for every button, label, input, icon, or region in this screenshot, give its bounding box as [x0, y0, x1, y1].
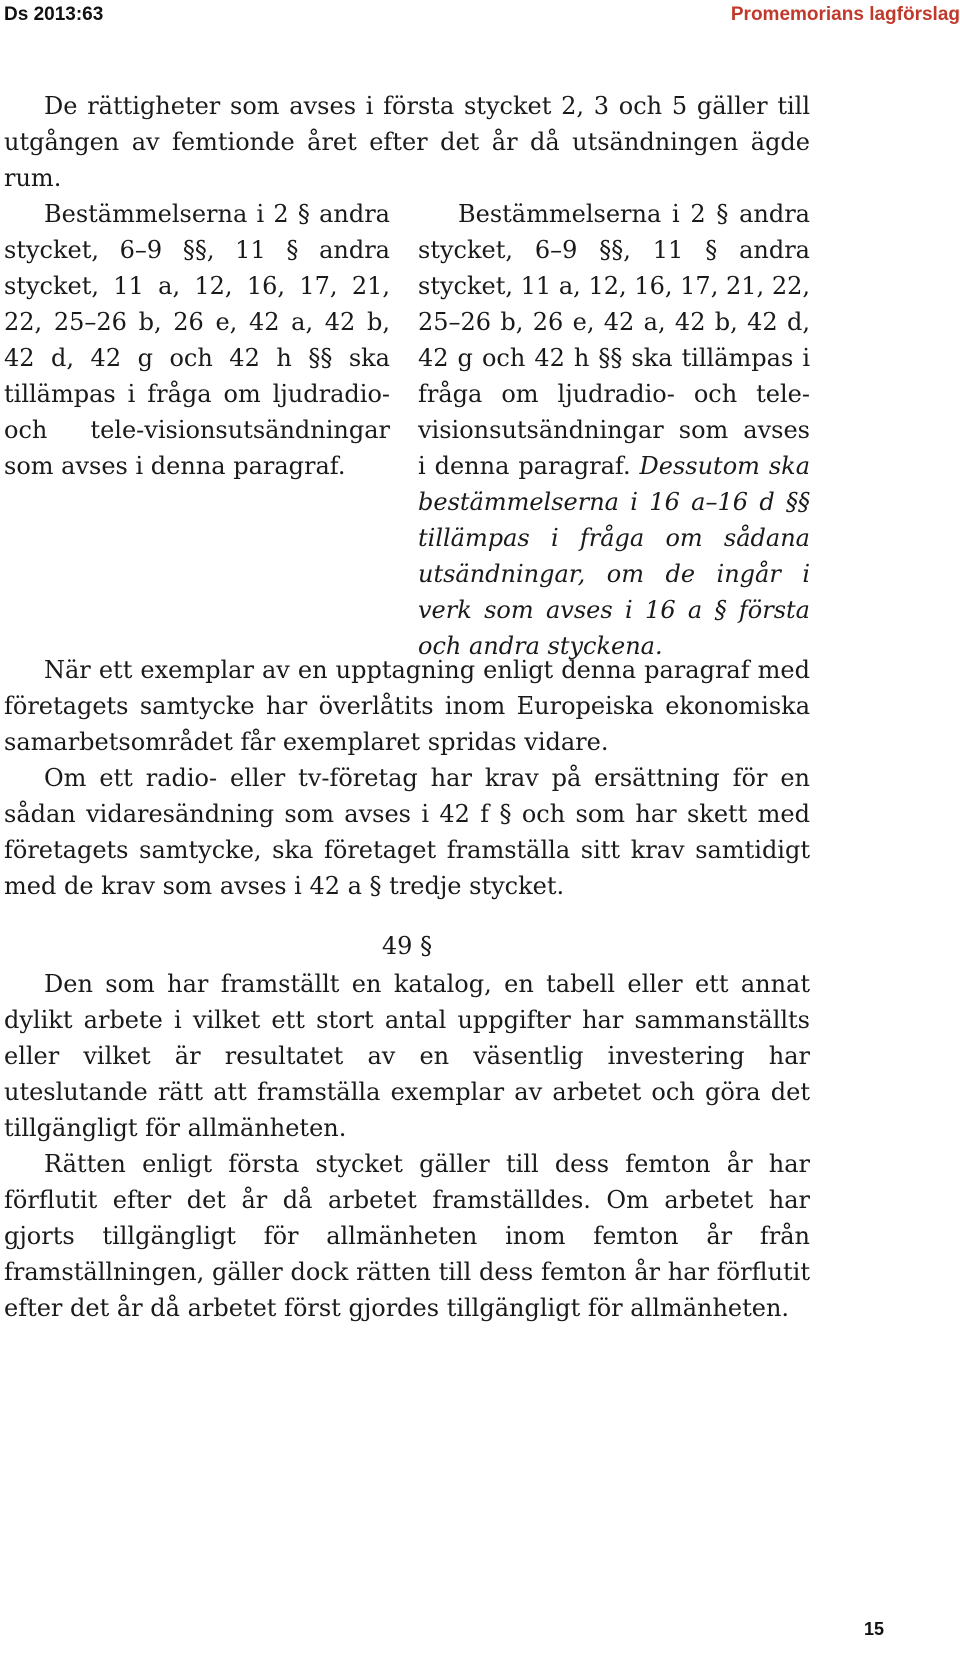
- document-id: Ds 2013:63: [4, 4, 104, 25]
- right-column-italic-text: Dessutom ska bestämmelserna i 16 a–16 d §§ tillämpas i fråga om sådana utsändningar, om de ingår i verk som avses i 16 a § första och andra styckena.: [418, 452, 810, 660]
- paragraph-compensation: Om ett radio- eller tv-företag har krav på ersättning för en sådan vidaresändning som avses i 42 f § och som har skett med företagets samtycke, ska företaget framställa sitt krav samtidigt med de krav som avses i 42 a § tredje stycket.: [4, 764, 810, 900]
- right-column-text: Bestämmelserna i 2 § andra stycket, 6–9 §§, 11 § andra stycket, 11 a, 12, 16, 17, 21, 22, 25–26 b, 26 e, 42 a, 42 b, 42 d, 42 g och 42 h §§ ska tillämpas i fråga om ljudradio- och tele-visionsutsändningar som avses i denna paragraf.: [418, 200, 810, 480]
- section-paragraph-1: Den som har framställt en katalog, en tabell eller ett annat dylikt arbete i vilket ett stort antal uppgifter har sammanställts eller vilket är resultatet av en väsentlig investering har uteslutande rätt att framställa exemplar av arbetet och göra det tillgängligt för allmänheten.: [4, 970, 810, 1142]
- left-column: [4, 196, 390, 484]
- intro-text: De rättigheter som avses i första stycket 2, 3 och 5 gäller till utgången av femtionde året efter det år då utsändningen ägde rum.: [4, 92, 810, 192]
- section-heading: [4, 928, 810, 964]
- section-body: [4, 966, 810, 1326]
- section-paragraph-2: Rätten enligt första stycket gäller till dess femton år har förflutit efter det år då arbetet framställdes. Om arbetet har gjorts tillgängligt för allmänheten inom femton år från framställningen, gäller dock rätten till dess femton år har förflutit efter det år då arbetet först gjordes tillgängligt för allmänheten.: [4, 1150, 810, 1322]
- paragraph-spreading: När ett exemplar av en upptagning enligt denna paragraf med företagets samtycke har överlåtits inom Europeiska ekonomiska samarbetsområdet får exemplaret spridas vidare.: [4, 656, 810, 756]
- page-number: 15: [863, 1619, 884, 1639]
- section-title: Promemorians lagförslag: [730, 4, 960, 25]
- right-column-paragraph: [418, 196, 810, 664]
- page-header: [0, 0, 960, 34]
- section-heading-text: 49 §: [381, 932, 433, 960]
- right-column: [418, 196, 810, 664]
- after-paragraphs: [4, 652, 810, 904]
- left-column-text: Bestämmelserna i 2 § andra stycket, 6–9 §§, 11 § andra stycket, 11 a, 12, 16, 17, 21, 22, 25–26 b, 26 e, 42 a, 42 b, 42 d, 42 g och 42 h §§ ska tillämpas i fråga om ljudradio- och tele-visionsutsändningar som avses i denna paragraf.: [4, 200, 390, 480]
- intro-paragraph: [4, 88, 810, 196]
